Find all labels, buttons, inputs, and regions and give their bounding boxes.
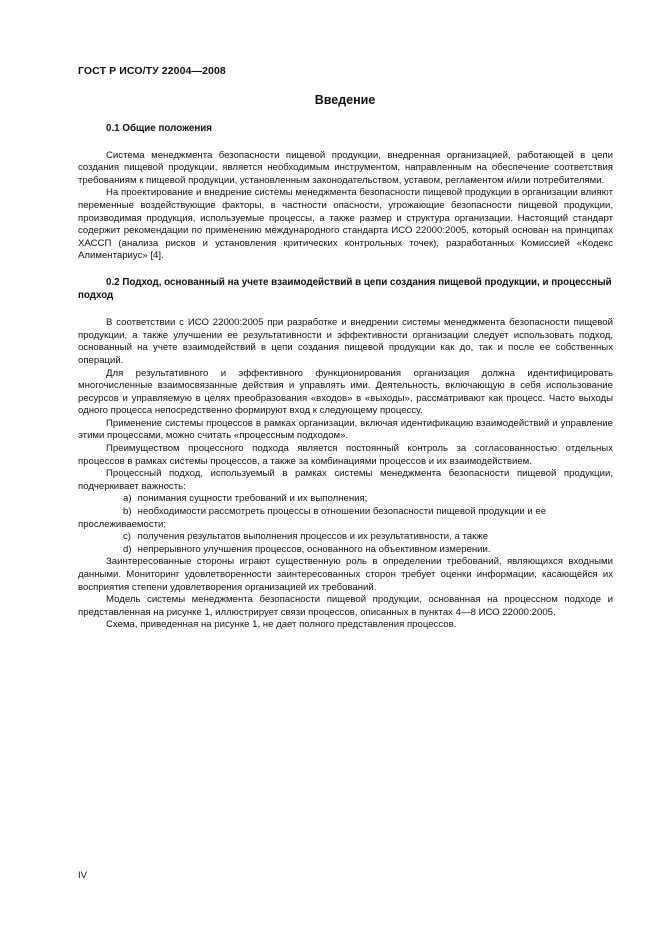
list-item-text: непрерывного улучшения процессов, основанного на объективном измерении.: [137, 543, 491, 555]
section-heading-0-1: 0.1 Общие положения: [106, 123, 213, 134]
list-item: [78, 493, 613, 506]
paragraph: Применение системы процессов в рамках организации, включая идентификацию взаимодействий и управление этими процессами, можно считать «процессным подходом».: [78, 417, 613, 442]
list-marker: c): [123, 531, 131, 543]
page-title: Введение: [314, 93, 376, 107]
paragraph: Для результативного и эффективного функционирования организация должна идентифицировать многочисленные взаимосвязанные действия и управлять ими. Деятельность, включающую в себя использование ресурсов и управляемую в целях преобразования «входов» в «выходы», рассматривают как процесс. Часто выходы одного процесса непосредственно формируют вход к следующему процессу.: [78, 367, 613, 417]
paragraph: Преимуществом процессного подхода является постоянный контроль за согласованностью отдельных процессов в рамках системы процессов, а также за комбинациями процессов и их взаимодействием.: [78, 443, 613, 467]
paragraph: В соответствии с ИСО 22000:2005 при разработке и внедрении системы менеджмента безопасности пищевой продукции, а также улучшении ее результативности и эффективности организации следует использовать подход, основанный на учете взаимодействий в цепи создания пищевой продукции как до, так и после ее собственных операций.: [78, 317, 613, 366]
list-item: [78, 531, 613, 544]
document-body: [78, 123, 613, 632]
list-item: [78, 506, 613, 519]
list-marker: d): [123, 543, 132, 555]
document-code: ГОСТ Р ИСО/ТУ 22004—2008: [78, 65, 226, 77]
list-item-text: понимания сущности требований и их выполнения;: [137, 493, 368, 505]
list-marker: b): [123, 506, 132, 518]
paragraph: Схема, приведенная на рисунке 1, не дает полного представления процессов.: [106, 619, 457, 631]
section-heading-0-2: 0.2 Подход, основанный на учете взаимодействий в цепи создания пищевой продукции, и процессный подход: [78, 276, 612, 301]
list-item-text: получения результатов выполнения процессов и их результативности, а также: [137, 531, 489, 543]
paragraph: Заинтересованные стороны играют существенную роль в определении требований, являющихся входными данными. Мониторинг удовлетворенности заинтересованных сторон требует оценки информации, касающейся их восприятия степени удовлетворения организацией их требований.: [78, 556, 613, 593]
list-item-continuation: прослеживаемости;: [78, 518, 167, 530]
paragraph: Система менеджмента безопасности пищевой продукции, внедренная организацией, работающей в цепи создания пищевой продукции, является необходимым инструментом, направленным на обеспечение соответствия требованиям к пищевой продукции, установленным законодательством, уставом, регламентом и/или потребителями.: [78, 149, 613, 186]
list-item: [78, 544, 613, 557]
list-item-text: необходимости рассмотреть процессы в отношении безопасности пищевой продукции и ее: [137, 506, 547, 518]
paragraph: Процессный подход, используемый в рамках системы менеджмента безопасности пищевой продукции, подчеркивает важность:: [78, 468, 613, 492]
paragraph: На проектирование и внедрение системы менеджмента безопасности пищевой продукции в организации влияют переменные воздействующие факторы, в частности опасности, угрожающие безопасности пищевой продукции, производимая продукция, используемые процессы, а также размер и структура организации. Настоящий стандарт содержит рекомендации по применению международного стандарта ИСО 22000:2005, который основан на принципах ХАССП (анализа рисков и установления критических контрольных точек), разработанных Комиссией «Кодекс Алиментариус» [4].: [78, 187, 613, 262]
page-number: IV: [78, 870, 88, 881]
list-marker: а): [123, 493, 132, 505]
paragraph: Модель системы менеджмента безопасности пищевой продукции, основанная на процессном подходе и представленная на рисунке 1, иллюстрирует связи процессов, описанных в пунктах 4—8 ИСО 22000:2005.: [78, 594, 613, 618]
